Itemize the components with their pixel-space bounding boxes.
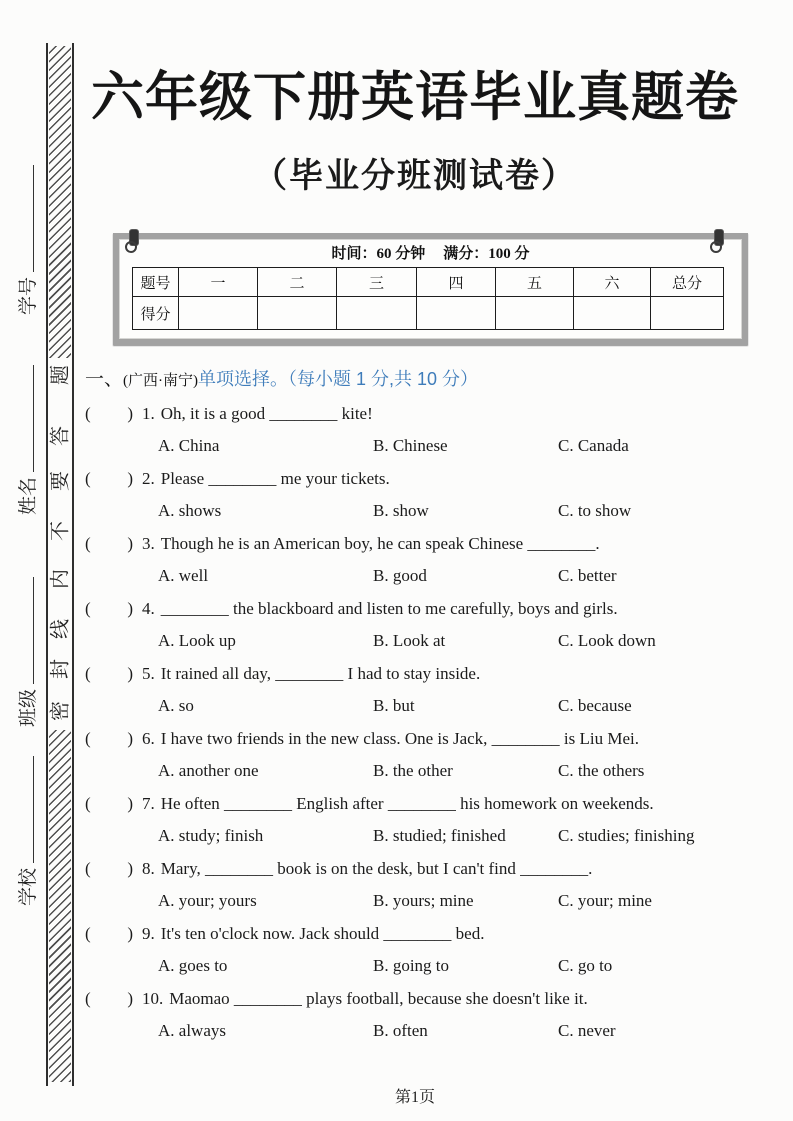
- question-text-line: [85, 858, 745, 880]
- school-field: [15, 756, 37, 906]
- pin-ring: [125, 241, 137, 253]
- option-a: A. your; yours: [158, 891, 257, 910]
- answer-bracket: [85, 728, 133, 750]
- score-cell-empty: [651, 297, 724, 330]
- bracket-open: (: [85, 664, 91, 683]
- question-block: [85, 598, 745, 652]
- score-table-column-header: 四: [417, 268, 496, 297]
- answer-bracket: [85, 403, 133, 425]
- option-a: A. goes to: [158, 956, 228, 975]
- name-field: [15, 365, 37, 515]
- option-b: B. yours; mine: [373, 891, 474, 910]
- section-points: （每小题 1 分,共 10 分）: [288, 369, 479, 389]
- full-score: 满分：100 分: [443, 246, 530, 262]
- score-table-column-header: 六: [574, 268, 651, 297]
- bracket-close: ): [127, 794, 133, 813]
- pin-ring: [710, 241, 722, 253]
- seal-line-hatch-bottom: [49, 730, 71, 1082]
- score-table-column-header: 五: [496, 268, 574, 297]
- question-text-line: [85, 403, 745, 425]
- question-text: ________ the blackboard and listen to me carefully, boys and girls.: [160, 599, 618, 618]
- school-blank-line: [33, 756, 34, 863]
- option-c: C. never: [558, 1021, 616, 1040]
- score-board: [113, 233, 748, 345]
- school-label: 学校: [17, 867, 39, 906]
- seal-line-char: 题: [49, 365, 72, 385]
- score-cell-empty: [496, 297, 574, 330]
- score-table-column-header: 三: [337, 268, 417, 297]
- page-number: 第1页: [394, 1089, 435, 1106]
- question-block: [85, 923, 745, 977]
- answer-bracket: [85, 598, 133, 620]
- question-text: Oh, it is a good ________ kite!: [160, 404, 373, 423]
- bracket-close: ): [127, 469, 133, 488]
- option-c: C. the others: [558, 761, 645, 780]
- bracket-close: ): [127, 729, 133, 748]
- seal-line-left-rule: [46, 43, 48, 1086]
- student-number-field: [15, 165, 37, 315]
- question-number: 3.: [142, 534, 155, 553]
- bracket-open: (: [85, 794, 91, 813]
- question-number: 4.: [142, 599, 155, 618]
- student-number-blank-line: [33, 165, 34, 272]
- class-field: [15, 577, 37, 727]
- bracket-open: (: [85, 989, 91, 1008]
- question-text-line: [85, 728, 745, 750]
- question-number: 8.: [142, 859, 155, 878]
- question-number: 5.: [142, 664, 155, 683]
- exam-paper: [85, 0, 745, 1121]
- option-b: B. going to: [373, 956, 450, 975]
- name-label: 姓名: [17, 476, 39, 515]
- question-block: [85, 728, 745, 782]
- seal-line-char: 密: [49, 701, 72, 721]
- score-table-column-header: 总分: [651, 268, 724, 297]
- option-a: A. China: [158, 436, 220, 455]
- section-number: 一、: [85, 369, 124, 390]
- score-table-corner-header: 题号: [133, 268, 179, 297]
- page-title: 六年级下册英语毕业真题卷: [91, 69, 739, 127]
- class-label: 班级: [17, 688, 39, 727]
- option-c: C. to show: [558, 501, 632, 520]
- option-a: A. always: [158, 1021, 226, 1040]
- question-number: 10.: [142, 989, 164, 1008]
- page-subtitle: （毕业分班测试卷）: [253, 158, 577, 195]
- score-table-column-header: 二: [258, 268, 337, 297]
- seal-line-char: 线: [49, 619, 72, 639]
- options-row: [85, 760, 745, 782]
- bracket-open: (: [85, 469, 91, 488]
- options-row: [85, 955, 745, 977]
- question-text-line: [85, 598, 745, 620]
- answer-bracket: [85, 663, 133, 685]
- options-row: [85, 630, 745, 652]
- student-number-label: 学号: [17, 276, 39, 315]
- seal-line-char: 不: [49, 521, 72, 541]
- option-b: B. but: [373, 696, 415, 715]
- option-c: C. Canada: [558, 436, 629, 455]
- options-row: [85, 500, 745, 522]
- answer-bracket: [85, 793, 133, 815]
- answer-bracket: [85, 923, 133, 945]
- option-c: C. studies; finishing: [558, 826, 695, 845]
- question-number: 7.: [142, 794, 155, 813]
- seal-line-char: 要: [49, 471, 72, 491]
- option-a: A. so: [158, 696, 194, 715]
- question-text-line: [85, 468, 745, 490]
- question-text: I have two friends in the new class. One is Jack, ________ is Liu Mei.: [160, 729, 640, 748]
- question-number: 2.: [142, 469, 155, 488]
- answer-bracket: [85, 988, 133, 1010]
- option-c: C. because: [558, 696, 632, 715]
- bracket-close: ): [127, 599, 133, 618]
- option-a: A. shows: [158, 501, 222, 520]
- options-row: [85, 565, 745, 587]
- seal-line-char: 内: [49, 569, 72, 589]
- question-text: Though he is an American boy, he can speak Chinese ________.: [160, 534, 600, 553]
- options-row: [85, 890, 745, 912]
- answer-bracket: [85, 468, 133, 490]
- question-text-line: [85, 793, 745, 815]
- question-text-line: [85, 923, 745, 945]
- option-a: A. another one: [158, 761, 259, 780]
- options-row: [85, 435, 745, 457]
- question-block: [85, 468, 745, 522]
- option-c: C. go to: [558, 956, 613, 975]
- seal-line-right-rule: [72, 43, 74, 1086]
- score-table: [132, 267, 724, 330]
- score-cell-empty: [337, 297, 417, 330]
- bracket-close: ): [127, 989, 133, 1008]
- score-cell-empty: [258, 297, 337, 330]
- option-b: B. show: [373, 501, 429, 520]
- name-blank-line: [33, 365, 34, 472]
- bracket-close: ): [127, 859, 133, 878]
- answer-bracket: [85, 533, 133, 555]
- option-c: C. Look down: [558, 631, 656, 650]
- seal-line-hatch-top: [49, 46, 71, 358]
- pin-icon: [712, 230, 726, 256]
- question-block: [85, 858, 745, 912]
- question-block: [85, 533, 745, 587]
- question-text: It rained all day, ________ I had to stay inside.: [160, 664, 481, 683]
- time-and-score-info: [119, 242, 742, 263]
- question-block: [85, 793, 745, 847]
- section-name: 单项选择。: [198, 369, 289, 389]
- question-text-line: [85, 663, 745, 685]
- pin-icon: [127, 230, 141, 256]
- question-list: [85, 403, 745, 1053]
- question-number: 1.: [142, 404, 155, 423]
- option-c: C. better: [558, 566, 617, 585]
- option-a: A. well: [158, 566, 209, 585]
- options-row: [85, 825, 745, 847]
- option-b: B. Chinese: [373, 436, 448, 455]
- bracket-open: (: [85, 404, 91, 423]
- option-b: B. the other: [373, 761, 453, 780]
- answer-bracket: [85, 858, 133, 880]
- question-text: Maomao ________ plays football, because she doesn't like it.: [169, 989, 588, 1008]
- bracket-open: (: [85, 924, 91, 943]
- bracket-close: ): [127, 664, 133, 683]
- bracket-open: (: [85, 729, 91, 748]
- score-cell-empty: [179, 297, 258, 330]
- question-text-line: [85, 988, 745, 1010]
- time-limit: 时间：60 分钟: [331, 246, 426, 262]
- options-row: [85, 1020, 745, 1042]
- option-b: B. studied; finished: [373, 826, 506, 845]
- bracket-close: ): [127, 924, 133, 943]
- options-row: [85, 695, 745, 717]
- seal-line-char: 答: [49, 426, 72, 446]
- bracket-close: ): [127, 534, 133, 553]
- bracket-open: (: [85, 534, 91, 553]
- score-table-column-header: 一: [179, 268, 258, 297]
- bracket-close: ): [127, 404, 133, 423]
- score-row-header: 得分: [133, 297, 179, 330]
- bracket-open: (: [85, 599, 91, 618]
- question-text: He often ________ English after ________ his homework on weekends.: [160, 794, 654, 813]
- section-heading: [85, 366, 478, 394]
- question-text: Mary, ________ book is on the desk, but I can't find ________.: [160, 859, 593, 878]
- option-a: A. Look up: [158, 631, 236, 650]
- question-block: [85, 988, 745, 1042]
- question-number: 6.: [142, 729, 155, 748]
- question-number: 9.: [142, 924, 155, 943]
- option-c: C. your; mine: [558, 891, 652, 910]
- section-source: (广西·南宁): [123, 373, 199, 389]
- option-b: B. Look at: [373, 631, 446, 650]
- seal-line-char: 封: [49, 659, 72, 679]
- question-block: [85, 403, 745, 457]
- score-cell-empty: [417, 297, 496, 330]
- class-blank-line: [33, 577, 34, 684]
- question-text-line: [85, 533, 745, 555]
- score-cell-empty: [574, 297, 651, 330]
- question-text: It's ten o'clock now. Jack should ________ bed.: [160, 924, 485, 943]
- option-b: B. good: [373, 566, 427, 585]
- option-a: A. study; finish: [158, 826, 264, 845]
- bracket-open: (: [85, 859, 91, 878]
- question-block: [85, 663, 745, 717]
- option-b: B. often: [373, 1021, 428, 1040]
- question-text: Please ________ me your tickets.: [160, 469, 390, 488]
